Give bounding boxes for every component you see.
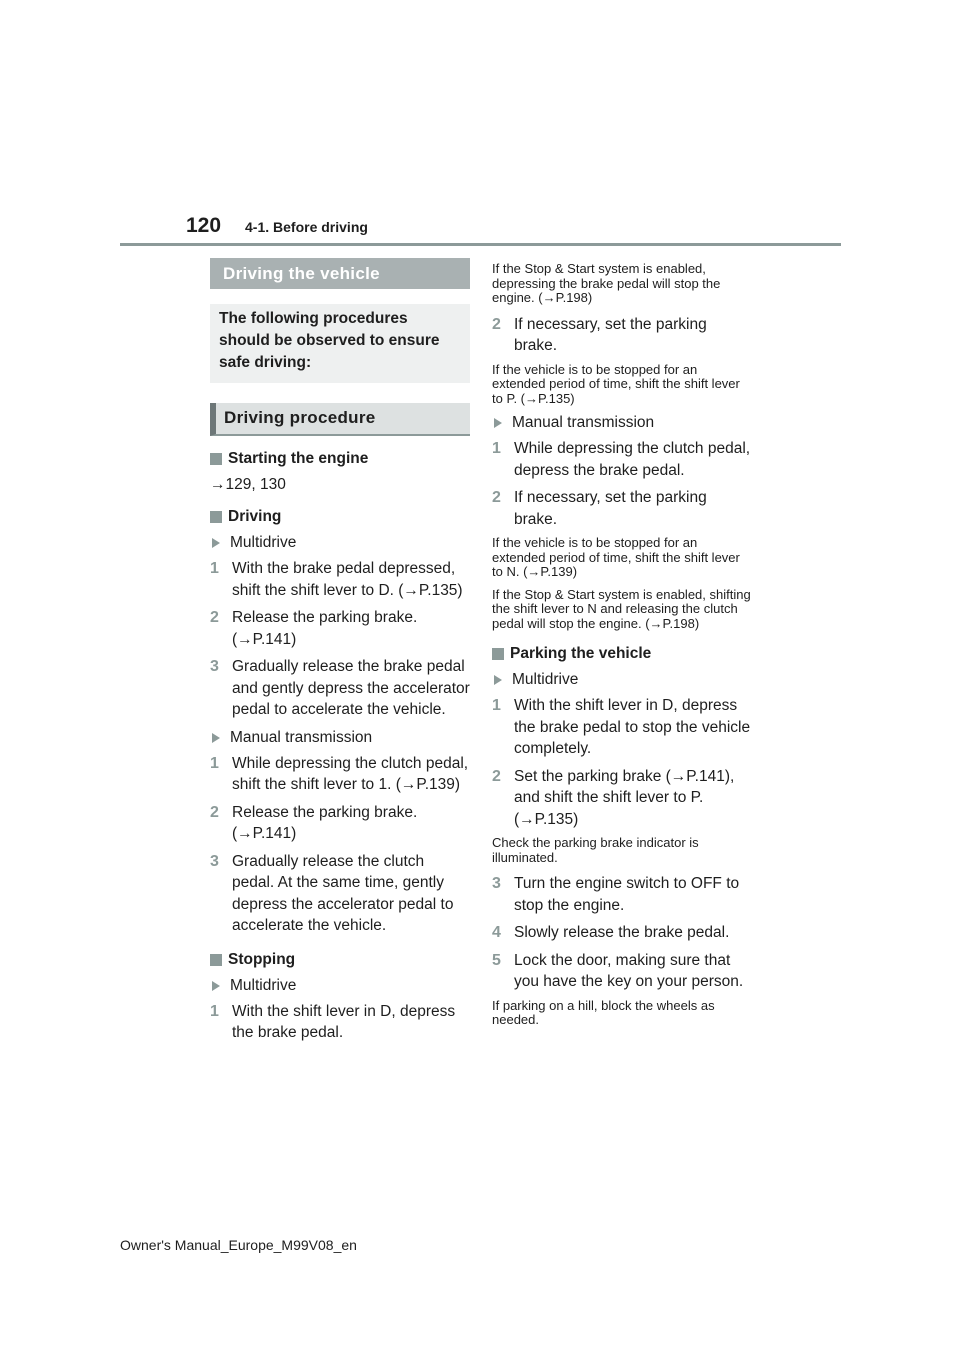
multidrive-label: Multidrive — [210, 534, 470, 552]
list-item: 3 Gradually release the clutch pedal. At the same time, gently depress the accelerator pedal to accelerate the vehicle. — [210, 852, 454, 934]
triangle-bullet-icon — [494, 418, 502, 428]
footer-manual-id: Owner's Manual_Europe_M99V08_en — [120, 1237, 357, 1253]
intro-box: The following procedures should be observed to ensure safe driving: — [210, 304, 470, 383]
stopping-heading: Stopping — [210, 951, 470, 969]
triangle-bullet-icon — [494, 675, 502, 685]
starting-heading: Starting the engine — [210, 450, 470, 468]
triangle-bullet-icon — [212, 733, 220, 743]
list-item: 2 If necessary, set the parking brake. — [492, 489, 707, 528]
note: Check the parking brake indicator is illuminated. — [492, 835, 699, 865]
list-item: 2 If necessary, set the parking brake. — [492, 315, 707, 354]
list-item: 2 Set the parking brake (→P.141), and shift the shift lever to P. (→P.135) — [492, 767, 735, 828]
driving-procedure-title: Driving procedure — [210, 403, 470, 436]
page-number: 120 — [186, 214, 222, 237]
parking-heading: Parking the vehicle — [492, 645, 752, 663]
list-item: 1 With the shift lever in D, depress the brake pedal to stop the vehicle completely. — [492, 697, 751, 757]
triangle-bullet-icon — [212, 981, 220, 991]
note: If the vehicle is to be stopped for an extended period of time, shift the shift lever to P. (→P.135) — [492, 361, 740, 406]
manual-transmission-label: Manual transmission — [210, 729, 470, 747]
square-bullet-icon — [492, 648, 504, 660]
note: If the Stop & Start system is enabled, shifting the shift lever to N and releasing the clutch pedal will stop the engine. (→P.198) — [492, 586, 751, 631]
triangle-bullet-icon — [212, 538, 220, 548]
note: If parking on a hill, block the wheels as needed. — [492, 997, 715, 1027]
right-column — [492, 258, 752, 1036]
list-item: 5 Lock the door, making sure that you have the key on your person. — [492, 951, 744, 990]
list-item: 2 Release the parking brake. (→P.141) — [210, 803, 418, 842]
list-item: 1 While depressing the clutch pedal, shift the shift lever to 1. (→P.139) — [210, 754, 469, 793]
list-item: 4 Slowly release the brake pedal. — [492, 924, 730, 941]
starting-reference: →129, 130 — [210, 476, 286, 493]
note: If the vehicle is to be stopped for an extended period of time, shift the shift lever to N. (→P.139) — [492, 535, 740, 579]
note: If the Stop & Start system is enabled, depressing the brake pedal will stop the engine. (→P.198) — [492, 261, 721, 305]
list-item: 1 With the brake pedal depressed, shift the shift lever to D. (→P.135) — [210, 560, 463, 599]
left-column — [210, 258, 470, 1050]
multidrive-label: Multidrive — [492, 671, 752, 689]
manual-transmission-label: Manual transmission — [492, 414, 752, 432]
list-item: 3 Gradually release the brake pedal and gently depress the accelerator pedal to accelerate the vehicle. — [210, 658, 470, 718]
square-bullet-icon — [210, 954, 222, 966]
driving-the-vehicle-title: Driving the vehicle — [210, 258, 470, 289]
driving-heading: Driving — [210, 508, 470, 526]
multidrive-label: Multidrive — [210, 977, 470, 995]
header-divider — [120, 243, 841, 246]
section-title: 4-1. Before driving — [245, 219, 368, 235]
square-bullet-icon — [210, 453, 222, 465]
list-item: 2 Release the parking brake. (→P.141) — [210, 609, 418, 648]
list-item: 1 While depressing the clutch pedal, depress the brake pedal. — [492, 440, 751, 479]
list-item: 1 With the shift lever in D, depress the brake pedal. — [210, 1002, 456, 1041]
list-item: 3 Turn the engine switch to OFF to stop the engine. — [492, 875, 740, 914]
square-bullet-icon — [210, 511, 222, 523]
